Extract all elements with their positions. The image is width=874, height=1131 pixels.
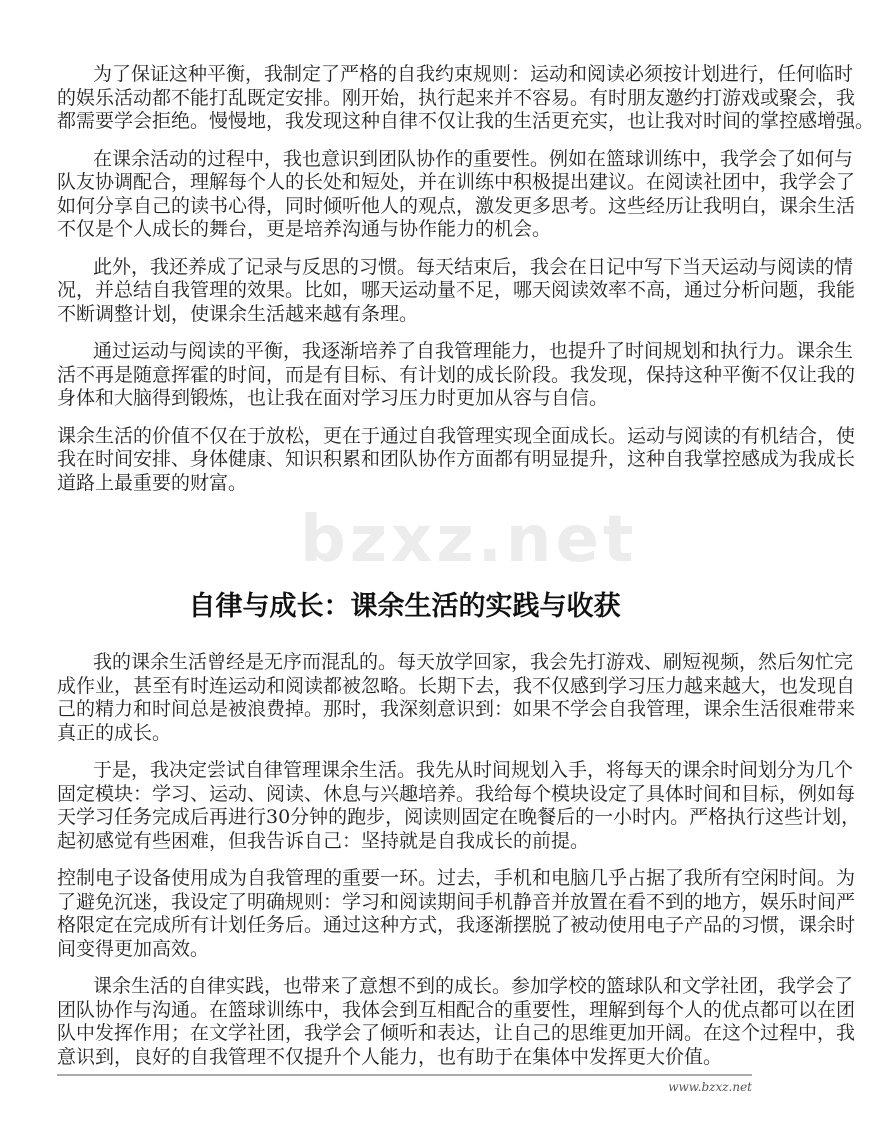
text-line: 队中发挥作用；在文学社团，我学会了倾听和表达，让自己的思维更加开阔。在这个过程中，我	[57, 1022, 856, 1044]
paragraph	[57, 651, 856, 745]
watermark: bzxz.net	[300, 503, 638, 577]
text-line: 道路上最重要的财富。	[57, 471, 248, 494]
text-line: 都需要学会拒绝。慢慢地，我发现这种自律不仅让我的生活更充实，也让我对时间的掌控感增强。	[57, 110, 874, 132]
text-line: 课余生活的自律实践，也带来了意想不到的成长。参加学校的篮球队和文学社团，我学会了	[93, 975, 854, 997]
text-line: 起初感觉有些困难，但我告诉自己：坚持就是自我成长的前提。	[57, 829, 590, 852]
text-line: 队友协调配合，理解每个人的长处和短处，并在训练中积极提出建议。在阅读社团中，我学会了	[57, 171, 856, 193]
text-line: 真正的成长。	[57, 721, 172, 744]
footer-site-url: www.bzxz.net	[668, 1080, 752, 1094]
text-line: 为了保证这种平衡，我制定了严格的自我约束规则：运动和阅读必须按计划进行，任何临时	[93, 63, 854, 85]
section-2	[57, 651, 861, 1069]
section-1	[57, 63, 874, 495]
text-line: 天学习任务完成后再进行30分钟的跑步，阅读则固定在晚餐后的一小时内。严格执行这些计划，	[57, 806, 861, 828]
text-line: 意识到，良好的自我管理不仅提升个人能力，也有助于在集体中发挥更大价值。	[57, 1045, 723, 1068]
text-line: 身体和大脑得到锻炼，也让我在面对学习压力时更加从容与自信。	[57, 387, 609, 409]
text-line: 况，并总结自我管理的效果。比如，哪天运动量不足，哪天阅读效率不高，通过分析问题，我能	[57, 279, 856, 301]
text-line: 成作业，甚至有时连运动和阅读都被忽略。长期下去，我不仅感到学习压力越来越大，也发现自	[57, 674, 856, 697]
text-line: 我的课余生活曾经是无序而混乱的。每天放学回家，我会先打游戏、刷短视频，然后匆忙完	[93, 651, 854, 673]
paragraph	[57, 975, 856, 1069]
paragraph	[57, 63, 874, 134]
text-line: 团队协作与沟通。在篮球训练中，我体会到互相配合的重要性，理解到每个人的优点都可以在团	[57, 998, 856, 1021]
text-line: 了避免沉迷，我设定了明确规则：学习和阅读期间手机静音并放置在看不到的地方，娱乐时间严	[57, 890, 856, 913]
text-line: 格限定在完成所有计划任务后。通过这种方式，我逐渐摆脱了被动使用电子产品的习惯，课余时	[57, 914, 856, 936]
text-line: 在课余活动的过程中，我也意识到团队协作的重要性。例如在篮球训练中，我学会了如何与	[93, 147, 854, 170]
text-line: 控制电子设备使用成为自我管理的重要一环。过去，手机和电脑几乎占据了我所有空闲时间。为	[57, 867, 856, 889]
text-line: 课余生活的价值不仅在于放松，更在于通过自我管理实现全面成长。运动与阅读的有机结合，使	[57, 424, 856, 447]
paragraph	[57, 424, 856, 496]
footer-divider	[57, 1074, 752, 1076]
text-line: 不断调整计划，使课余生活越来越有条理。	[57, 302, 419, 325]
text-line: 间变得更加高效。	[57, 937, 210, 960]
text-line: 通过运动与阅读的平衡，我逐渐培养了自我管理能力，也提升了时间规划和执行力。课余生	[93, 340, 854, 362]
text-line: 活不再是随意挥霍的时间，而是有目标、有计划的成长阶段。我发现，保持这种平衡不仅让我的	[57, 363, 856, 386]
text-line: 己的精力和时间总是被浪费掉。那时，我深刻意识到：如果不学会自我管理，课余生活很难带来	[57, 698, 856, 720]
paragraph	[57, 255, 856, 327]
text-line: 于是，我决定尝试自律管理课余生活。我先从时间规划入手，将每天的课余时间划分为几个	[93, 759, 854, 781]
section-title: 自律与成长：课余生活的实践与收获	[188, 591, 621, 622]
text-line: 我在时间安排、身体健康、知识积累和团队协作方面都有明显提升，这种自我掌控感成为我成长	[57, 448, 856, 470]
text-line: 此外，我还养成了记录与反思的习惯。每天结束后，我会在日记中写下当天运动与阅读的情	[93, 255, 854, 278]
text-line: 如何分享自己的读书心得，同时倾听他人的观点，激发更多思考。这些经历让我明白，课余生活	[57, 194, 856, 217]
paragraph	[57, 867, 856, 961]
text-line: 不仅是个人成长的舞台，更是培养沟通与协作能力的机会。	[57, 218, 552, 240]
text-line: 固定模块：学习、运动、阅读、休息与兴趣培养。我给每个模块设定了具体时间和目标，例如每	[57, 782, 856, 805]
text-line: 的娱乐活动都不能打乱既定安排。刚开始，执行起来并不容易。有时朋友邀约打游戏或聚会，我	[57, 86, 856, 109]
paragraph	[57, 147, 856, 242]
paragraph	[57, 340, 856, 411]
document-body	[57, 63, 874, 1083]
paragraph	[57, 759, 861, 853]
